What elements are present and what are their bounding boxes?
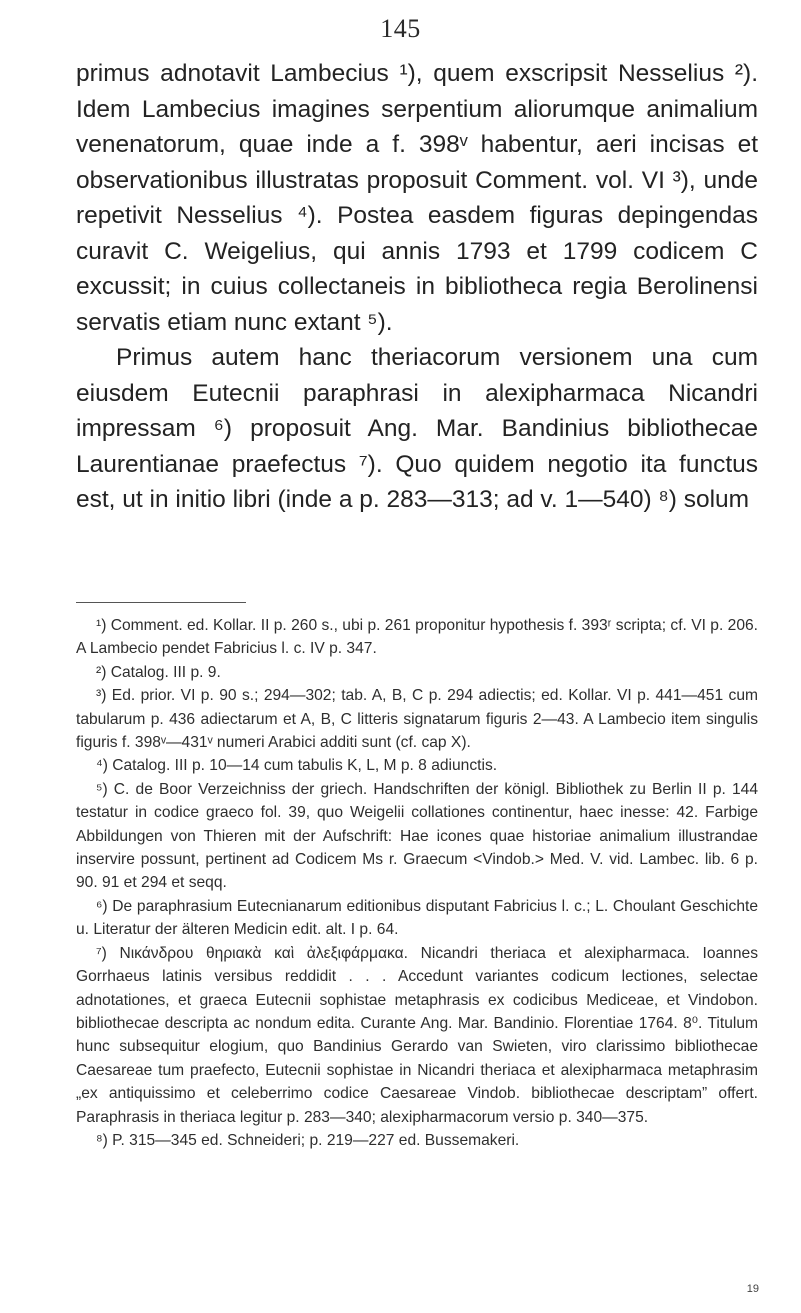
body-paragraph: Primus autem hanc theriacorum versionem una cum eiusdem Eutecnii paraphrasi in alexipharmaca Nicandri impressam ⁶) proposuit Ang. Mar. Bandinius bibliothecae Laurentianae praefectus ⁷). Quo quidem negotio ita functus est, ut in initio libri (inde a p. 283—313; ad v. 1—540) ⁸) solum bbox=[76, 344, 758, 513]
footnote: ⁸) P. 315—345 ed. Schneideri; p. 219—227 ed. Bussemakeri. bbox=[96, 1131, 520, 1149]
signature-mark: 19 bbox=[746, 1283, 759, 1295]
page-number: 145 bbox=[380, 14, 421, 43]
footnote: ⁴) Catalog. III p. 10—14 cum tabulis K, L, M p. 8 adiunctis. bbox=[96, 757, 498, 775]
footnote: ¹) Comment. ed. Kollar. II p. 260 s., ubi p. 261 proponitur hypothesis f. 393ʳ scripta; cf. VI p. 206. A Lambecio pendet Fabricius l. c. IV p. 347. bbox=[76, 617, 758, 658]
main-text bbox=[76, 56, 758, 518]
footnotes bbox=[76, 614, 758, 1152]
footnote: ²) Catalog. III p. 9. bbox=[96, 663, 221, 681]
footnote: ⁵) C. de Boor Verzeichniss der griech. Handschriften der königl. Bibliothek zu Berlin II p. 144 testatur in codice graeco fol. 39, quo Weigelii collationes continentur, haec inesse: 42. Farbige Abbildungen von Thieren mit der Aufschrift: Hae icones quae historiae animalium illustrandae inservire possunt, pertinent ad Codicem Ms r. Graecum <Vindob.> Med. V. vid. Lambec. lib. 6 p. 90. 91 et 294 et seqq. bbox=[76, 780, 758, 892]
footnote: ⁷) Νικάνδρου θηριακὰ καὶ ἀλεξιφάρμακα. Nicandri theriaca et alexipharmaca. Ioannes Gorrhaeus latinis versibus reddidit . . . Accedunt variantes codicum lectiones, selectae adnotationes, et graeca Eutecnii sophistae metaphrasis ex codicibus Mediceae, et Vindobon. bibliothecae descripta ac nondum edita. Curante Ang. Mar. Bandinio. Florentiae 1764. 8⁰. Titulum hunc subsequitur elogium, quo Bandinius Gerardo van Swieten, viro clarissimo bibliothecae Caesareae tum praefecto, Eutecnii sophistae in Nicandri theriaca et alexipharmaca metaphrasim „ex antiquissimo et celeberrimo codice Caesareae Vindob. bibliothecae descriptam” offert. Paraphrasis in theriaca legitur p. 283—340; alexipharmacorum versio p. 340—375. bbox=[76, 944, 758, 1126]
body-paragraph: primus adnotavit Lambecius ¹), quem exscripsit Nesselius ²). Idem Lambecius imagines serpentium aliorumque animalium venenatorum, quae inde a f. 398ᵛ habentur, aeri incisas et observationibus illustratas proposuit Comment. vol. VI ³), unde repetivit Nesselius ⁴). Postea easdem figuras depingendas curavit C. Weigelius, qui annis 1793 et 1799 codicem C excussit; in cuius collectaneis in bibliotheca regia Berolinensi servatis etiam nunc extant ⁵). bbox=[76, 60, 758, 336]
footnote-divider bbox=[76, 602, 246, 603]
footnote: ⁶) De paraphrasium Eutecnianarum editionibus disputant Fabricius l. c.; L. Choulant Geschichte u. Literatur der älteren Medicin edit. alt. I p. 64. bbox=[76, 897, 758, 939]
footnote: ³) Ed. prior. VI p. 90 s.; 294—302; tab. A, B, C p. 294 adiectis; ed. Kollar. VI p. 441—451 cum tabularum p. 436 adiectarum et A, B, C litteris signatarum figuris 2—43. A Lambecio item singulis figuris f. 398ᵛ—431ᵛ numeri Arabici additi sunt (cf. cap X). bbox=[76, 687, 758, 752]
